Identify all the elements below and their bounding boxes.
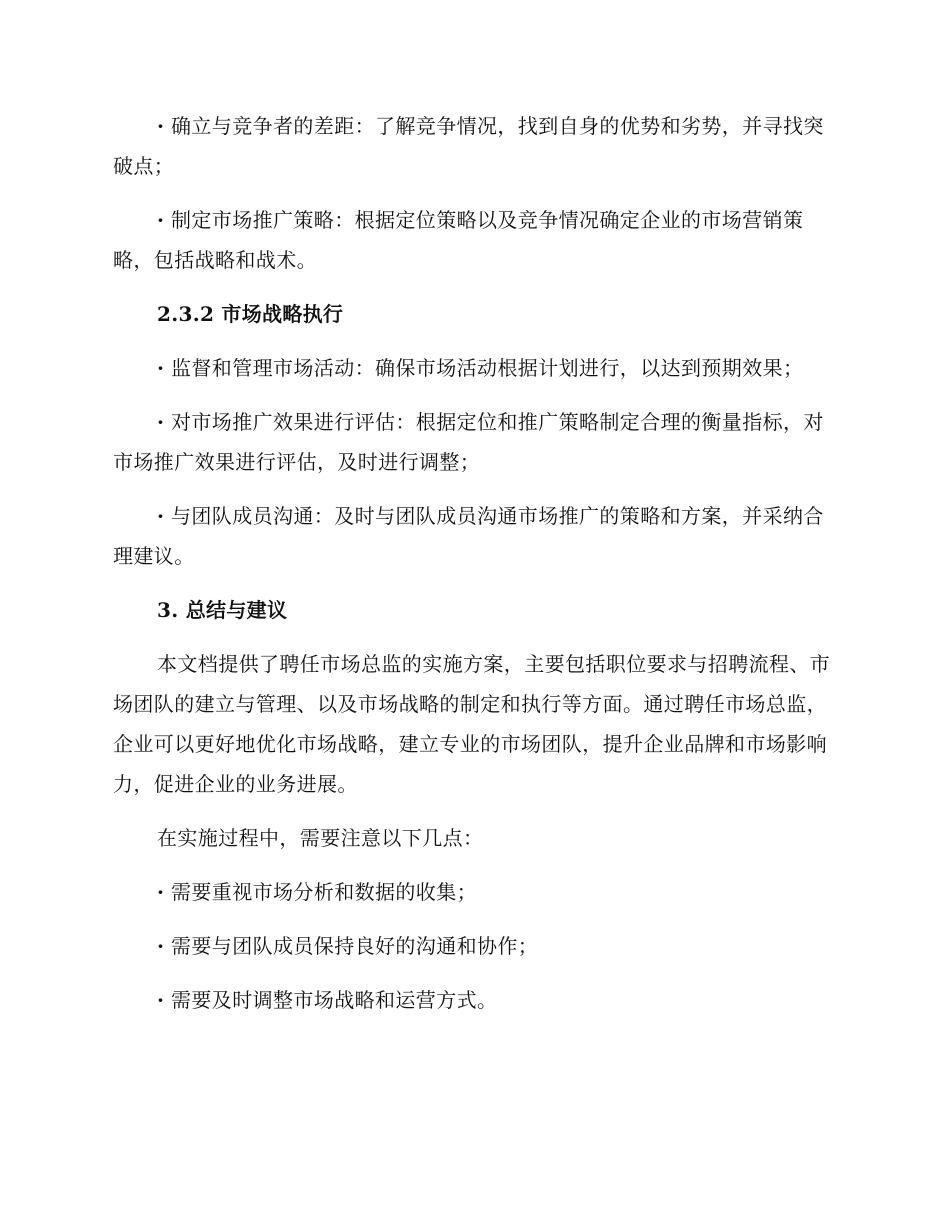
bullet-text: 确立与竞争者的差距：了解竞争情况，找到自身的优势和劣势，并寻找突破点；: [113, 114, 824, 178]
document-body: [113, 106, 833, 1034]
bullet-item-evaluate-effect: [113, 402, 833, 482]
section-heading-3: 3. 总结与建议: [157, 598, 288, 622]
summary-paragraph: 本文档提供了聘任市场总监的实施方案，主要包括职位要求与招聘流程、市场团队的建立与管理、以及市场战略的制定和执行等方面。通过聘任市场总监，企业可以更好地优化市场战略，建立专业的市场团队，提升企业品牌和市场影响力，促进企业的业务进展。: [113, 652, 831, 796]
bullet-text: 需要及时调整市场战略和运营方式。: [171, 988, 498, 1012]
bullet-item-adjust-strategy: [113, 980, 833, 1020]
notes-intro-paragraph: 在实施过程中，需要注意以下几点：: [157, 826, 484, 850]
bullet-item-competitor-gap: [113, 106, 833, 186]
bullet-marker: ·: [157, 880, 165, 904]
bullet-marker: ·: [157, 934, 165, 958]
section-heading-2-3-2: 2.3.2 市场战略执行: [157, 302, 344, 326]
bullet-item-team-collaboration: [113, 926, 833, 966]
bullet-marker: ·: [157, 208, 165, 232]
bullet-marker: ·: [157, 988, 165, 1012]
bullet-marker: ·: [157, 410, 165, 434]
bullet-text: 对市场推广效果进行评估：根据定位和推广策略制定合理的衡量指标，对市场推广效果进行评估，及时进行调整；: [113, 410, 824, 474]
bullet-item-supervise-activities: [113, 348, 833, 388]
bullet-text: 制定市场推广策略：根据定位策略以及竞争情况确定企业的市场营销策略，包括战略和战术。: [113, 208, 804, 272]
bullet-marker: ·: [157, 356, 165, 380]
bullet-item-team-communication: [113, 496, 833, 576]
bullet-text: 与团队成员沟通：及时与团队成员沟通市场推广的策略和方案，并采纳合理建议。: [113, 504, 824, 568]
bullet-marker: ·: [157, 504, 165, 528]
bullet-marker: ·: [157, 114, 165, 138]
bullet-text: 需要重视市场分析和数据的收集；: [171, 880, 477, 904]
bullet-text: 需要与团队成员保持良好的沟通和协作；: [171, 934, 539, 958]
bullet-item-promotion-strategy: [113, 200, 833, 280]
bullet-item-market-analysis: [113, 872, 833, 912]
bullet-text: 监督和管理市场活动：确保市场活动根据计划进行，以达到预期效果；: [171, 356, 804, 380]
